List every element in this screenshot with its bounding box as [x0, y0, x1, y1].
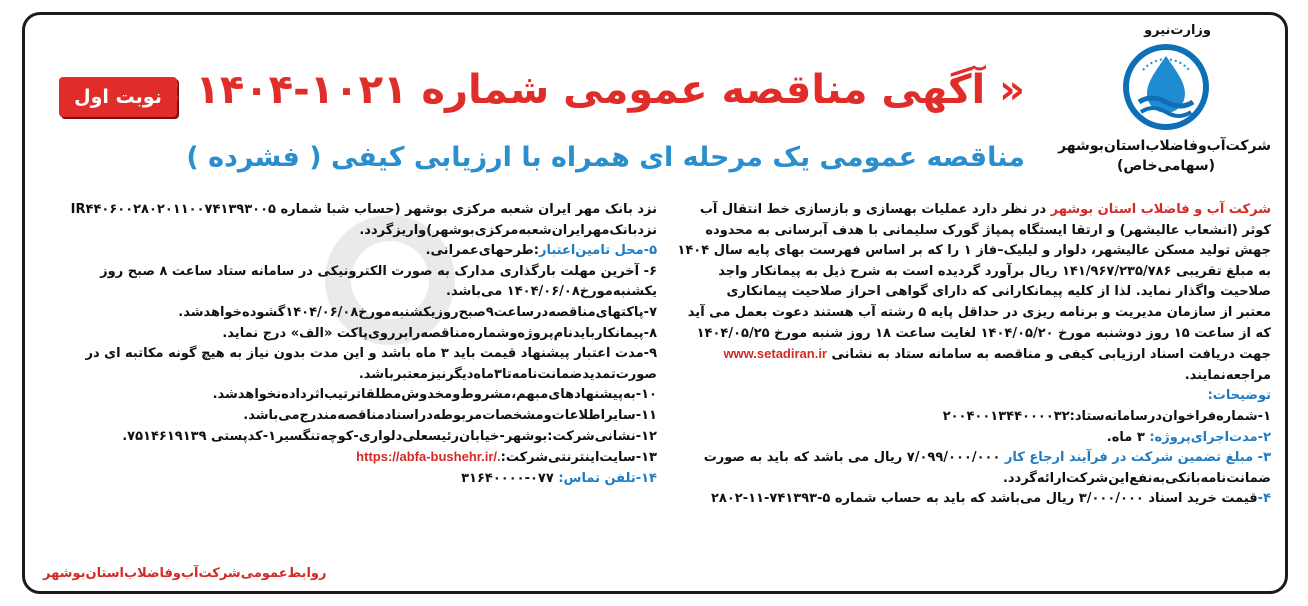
note-2: [667, 428, 1271, 449]
item-13-label: ۱۳-سایت‌اینترنتی‌شرکت:: [500, 450, 657, 466]
item-8: ۸-پیمانکار‌باید‌نام‌پروژه‌و‌شماره‌مناقصه‌را‌بر‌روی‌پاکت «الف» درج نماید.: [222, 325, 657, 341]
tender-notice: [22, 12, 1288, 594]
setad-text: جهت دریافت اسناد ارزیابی کیفی و مناقصه به سامانه ستاد به نشانی: [827, 347, 1271, 363]
right-column: [667, 200, 1271, 510]
item-6-cont: یکشنبه‌مورخ۱۴۰۴/۰۶/۰۸ می‌باشد.: [446, 284, 657, 300]
body-line-5: صلاحیت واگذار نماید. لذا از کلیه پیمانکارانی که دارای گواهی احراز صلاحیت پیمانکاری: [726, 284, 1271, 300]
item-12: ۱۲-نشانی‌شرکت:بوشهر-خیابان‌رئیسعلی‌دلواری-کوچه‌تنگسیر۱-کدپستی ۷۵۱۴۶۱۹۱۳۹.: [122, 428, 657, 444]
item-5-value: :طرحهای‌عمرانی.: [425, 243, 539, 259]
notice-subtitle: مناقصه عمومی یک مرحله ای همراه با ارزیابی کیفی ( فشرده ): [186, 142, 1025, 173]
item-6: ۶- آخرین مهلت بارگذاری مدارک به صورت الکترونیکی در سامانه ستاد ساعت ۸ صبح روز: [100, 263, 657, 279]
intro-company: شرکت آب و فاضلاب استان بوشهر: [1050, 202, 1271, 217]
note-3: [667, 448, 1271, 469]
ministry-label: وزارت‌نیرو: [1144, 23, 1211, 38]
item-14-value: ۰۷۷-۳۱۶۴۰۰۰۰: [461, 470, 559, 486]
item-10: ۱۰-به‌پیشنهادهای‌مبهم،مشروط‌ومخدوش‌مطلقا‌ترتیب‌اثر‌داده‌نخواهدشد.: [212, 387, 657, 403]
note-4: [667, 489, 1271, 510]
notice-title: « آگهی مناقصه عمومی شماره ۱۰۲۱-۱۴۰۴ »: [155, 67, 1025, 113]
note-2-value: ۳ ماه.: [1106, 429, 1150, 445]
body-line-9: مراجعه‌نمایند.: [1184, 367, 1271, 383]
body-line-8: [667, 344, 1271, 366]
intro-rest: در نظر دارد عملیات بهسازی و بازسازی خط انتقال آب: [699, 202, 1051, 217]
body-line-3: جهش تولید مسکن عالیشهر، دلوار و لیلیک–فاز ۱ را که بر اساس فهرست بهای پایه سال ۱۴۰۴: [677, 243, 1271, 259]
item-9-cont: صورت‌تمدیدضمانت‌نامه‌تا۳ماه‌دیگر‌نیز‌معتبر‌باشد.: [358, 366, 657, 382]
note-3-label: ۳- مبلغ تضمین شرکت در فرآیند ارجاع کار: [1004, 450, 1271, 466]
left-column: [39, 200, 657, 489]
item-13: [39, 447, 657, 469]
company-website-link[interactable]: https://abfa-bushehr.ir/.: [356, 449, 501, 465]
notes-heading: توضیحات:: [1207, 388, 1271, 404]
setad-link[interactable]: www.setadiran.ir: [723, 346, 827, 362]
item-7: ۷-پاکتهای‌مناقصه‌در‌ساعت۹صبح‌روز‌یکشنبه‌مورخ۱۴۰۴/۰۶/۰۸‌گشوده‌خواهدشد.: [178, 304, 657, 320]
bank-line-1: نزد بانک مهر ایران شعبه مرکزی بوشهر (حساب شبا شماره IR۴۴۰۶۰۰۲۸۰۲۰۱۱۰۰۷۴۱۳۹۳۰۰۵: [70, 202, 657, 217]
intro-line: [667, 200, 1271, 221]
item-14: [39, 469, 657, 490]
note-3-cont: ضمانت‌نامه‌بانکی‌به‌نفع‌این‌شرکت‌ارائه‌گردد.: [1002, 470, 1271, 486]
body-line-2: کوثر (انشعاب عالیشهر) و ارتقا ایستگاه پمپاژ گورک سلیمانی با هدف آبرسانی به محدوده: [705, 222, 1271, 238]
public-relations-signature: روابط‌عمومی‌شرکت‌آب‌وفاضلاب‌استان‌بوشهر: [43, 566, 327, 581]
company-type: (سهامی‌خاص): [1116, 158, 1216, 174]
item-5-label: ۵-محل تامین‌اعتبار: [538, 243, 657, 259]
item-9: ۹-مدت اعتبار پیشنهاد قیمت باید ۳ ماه باشد و این مدت بدون نیاز به هیچ گونه مکاتبه ای در: [85, 346, 657, 362]
note-4-label: ۴-: [1257, 491, 1271, 507]
note-2-label: ۲-مدت‌اجرای‌پروژه:: [1149, 429, 1271, 445]
body-line-6: معتبر از سازمان مدیریت و برنامه ریزی در حداقل پایه ۵ رشته آب هستند دعوت بعمل می آید: [687, 304, 1271, 320]
company-name: شرکت‌آب‌وفاضلاب‌استان‌بوشهر: [1058, 138, 1271, 154]
note-3-value: ۷/۰۹۹/۰۰۰/۰۰۰ ریال می باشد که باید به صورت: [703, 450, 1005, 466]
water-drop-logo-icon: [1121, 42, 1211, 132]
note-4-value: قیمت خرید اسناد ۳/۰۰۰/۰۰۰ ریال می‌باشد که باید به حساب شماره ۵-۷۴۱۳۹۳-۱۱-۲۸۰۲: [710, 491, 1258, 507]
note-1: ۱-شماره‌فراخوان‌در‌سامانه‌ستاد:۲۰۰۴۰۰۱۳۴۴۰۰۰۰۳۲: [942, 408, 1271, 424]
org-block: [1058, 23, 1271, 176]
item-5: [39, 241, 657, 262]
bank-line-2: نزدبانک‌مهرایران‌شعبه‌مرکزی‌بوشهر)واریزگردد.: [359, 222, 657, 238]
item-14-label: ۱۴-تلفن تماس:: [558, 470, 657, 486]
body-line-7: که از ساعت ۱۵ روز دوشنبه مورخ ۱۴۰۴/۰۵/۲۰ لغایت ساعت ۱۸ روز شنبه مورخ ۱۴۰۴/۰۵/۲۵: [696, 325, 1271, 341]
body-line-4: به مبلغ تقریبی ۱۴۱/۹۶۷/۲۳۵/۷۸۶ ریال برآورد گردیده است به شرح ذیل به پیمانکار واجد: [718, 263, 1271, 279]
first-round-badge: نوبت اول: [59, 77, 177, 117]
item-11: ۱۱-سایر‌اطلاعات‌و‌مشخصات‌مربوطه‌در‌اسناد‌مناقصه‌مندرج‌می‌باشد.: [243, 407, 657, 423]
